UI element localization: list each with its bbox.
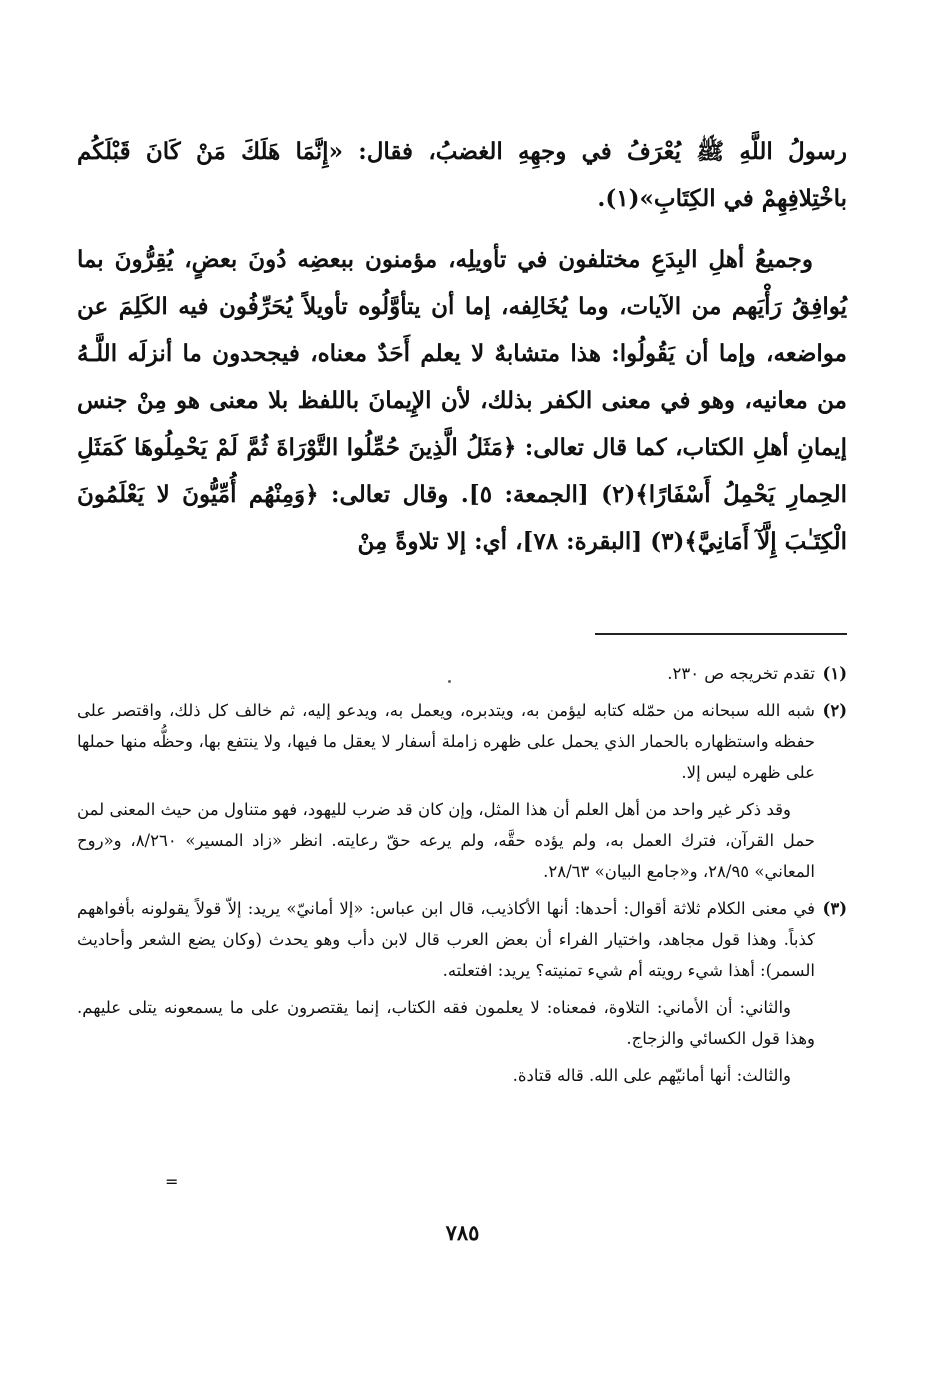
footnote-1	[77, 658, 847, 689]
footnote-3	[77, 893, 847, 1091]
footnote-number: (١)	[822, 664, 847, 683]
main-paragraph-1: رسولُ اللَّهِ ﷺ يُعْرَفُ في وجهِهِ الغضبُ، فقال: «إِنَّمَا هَلَكَ مَنْ كَانَ قَبْلَكُم باخْتِلافِهِمْ في الكِتَابِ»(١).	[77, 138, 847, 212]
margin-mark: =	[165, 1172, 179, 1191]
footnote-text: شبه الله سبحانه من حمّله كتابه ليؤمن به، ويتدبره، ويعمل به، ويدعو إليه، ثم خالف كل ذلك، واقتصر على حفظه واستظهاره بالحمار الذي يحمل على ظهره زاملة أسفار لا يعقل ما فيها، ولا ينتفع بها، وحظُّه منها حملها على ظهره ليس إلا.	[77, 701, 815, 782]
footnote-text: في معنى الكلام ثلاثة أقوال: أحدها: أنها الأكاذيب، قال ابن عباس: «إلا أمانيّ» يريد: إلاّ قولاً يقولونه بأفواههم كذباً. وهذا قول مجاهد، واختيار الفراء أن بعض العرب قال لابن دأب وهو يحدث (وكان يضع الشعر وأحاديث السمر): أهذا شيء رويته أم شيء تمنيته؟ يريد: افتعلته.	[77, 899, 815, 980]
main-text-block	[77, 128, 847, 565]
footnotes-block	[77, 658, 847, 1097]
footnote-number: (٢)	[822, 701, 847, 720]
footnote-number: (٣)	[822, 899, 847, 918]
footnote-text: والثاني: أن الأماني: التلاوة، فمعناه: لا يعلمون فقه الكتاب، إنما يقتصرون على ما يسمعونه يتلى عليهم. وهذا قول الكسائي والزجاج.	[77, 998, 815, 1048]
footnote-text: والثالث: أنها أمانيّهم على الله. قاله قتادة.	[512, 1066, 791, 1085]
footnote-text: تقدم تخريجه ص ٢٣٠.	[667, 664, 815, 683]
main-paragraph-2: وجميعُ أهلِ البِدَعِ مختلفون في تأويلِه، مؤمنون ببعضِه دُونَ بعضٍ، يُقِرُّونَ بما يُوافِقُ رَأْيَهم من الآيات، وما يُخَالِفه، إما أن يتأوَّلُوه تأويلاً يُحَرِّفُون فيه الكَلِمَ عن مواضعه، وإما أن يَقُولُوا: هذا متشابهٌ لا يعلم أَحَدٌ معناه، فيجحدون ما أنزلَه اللَّـهُ من معانيه، وهو في معنى الكفر بذلك، لأن الإِيمانَ باللفظ بلا معنى هو مِنْ جنس إيمانِ أهلِ الكتاب، كما قال تعالى: ﴿مَثَلُ الَّذِينَ حُمِّلُوا التَّوْرَاةَ ثُمَّ لَمْ يَحْمِلُوهَا كَمَثَلِ الحِمارِ يَحْمِلُ أَسْفَارًا﴾(٢) [الجمعة: ٥]. وقال تعالى: ﴿وَمِنْهُم أُمِّيُّونَ لا يَعْلَمُونَ الْكِتَـٰبَ إِلَّآ أَمَانِيَّ﴾(٣) [البقرة: ٧٨]، أي: إلا تلاوةً مِنْ	[77, 246, 847, 555]
footnote-text: وقد ذكر غير واحد من أهل العلم أن هذا المثل، وإن كان قد ضرب لليهود، فهو متناول من حيث المعنى لمن حمل القرآن، فترك العمل به، ولم يؤده حقَّه، ولم يرعه حقّ رعايته. انظر «زاد المسير» ٨/٢٦٠، و«روح المعاني» ٢٨/٩٥، و«جامع البيان» ٢٨/٦٣.	[77, 800, 815, 881]
footnote-2	[77, 695, 847, 887]
page-number: ٧٨٥	[445, 1220, 480, 1245]
footnote-separator	[595, 633, 847, 635]
